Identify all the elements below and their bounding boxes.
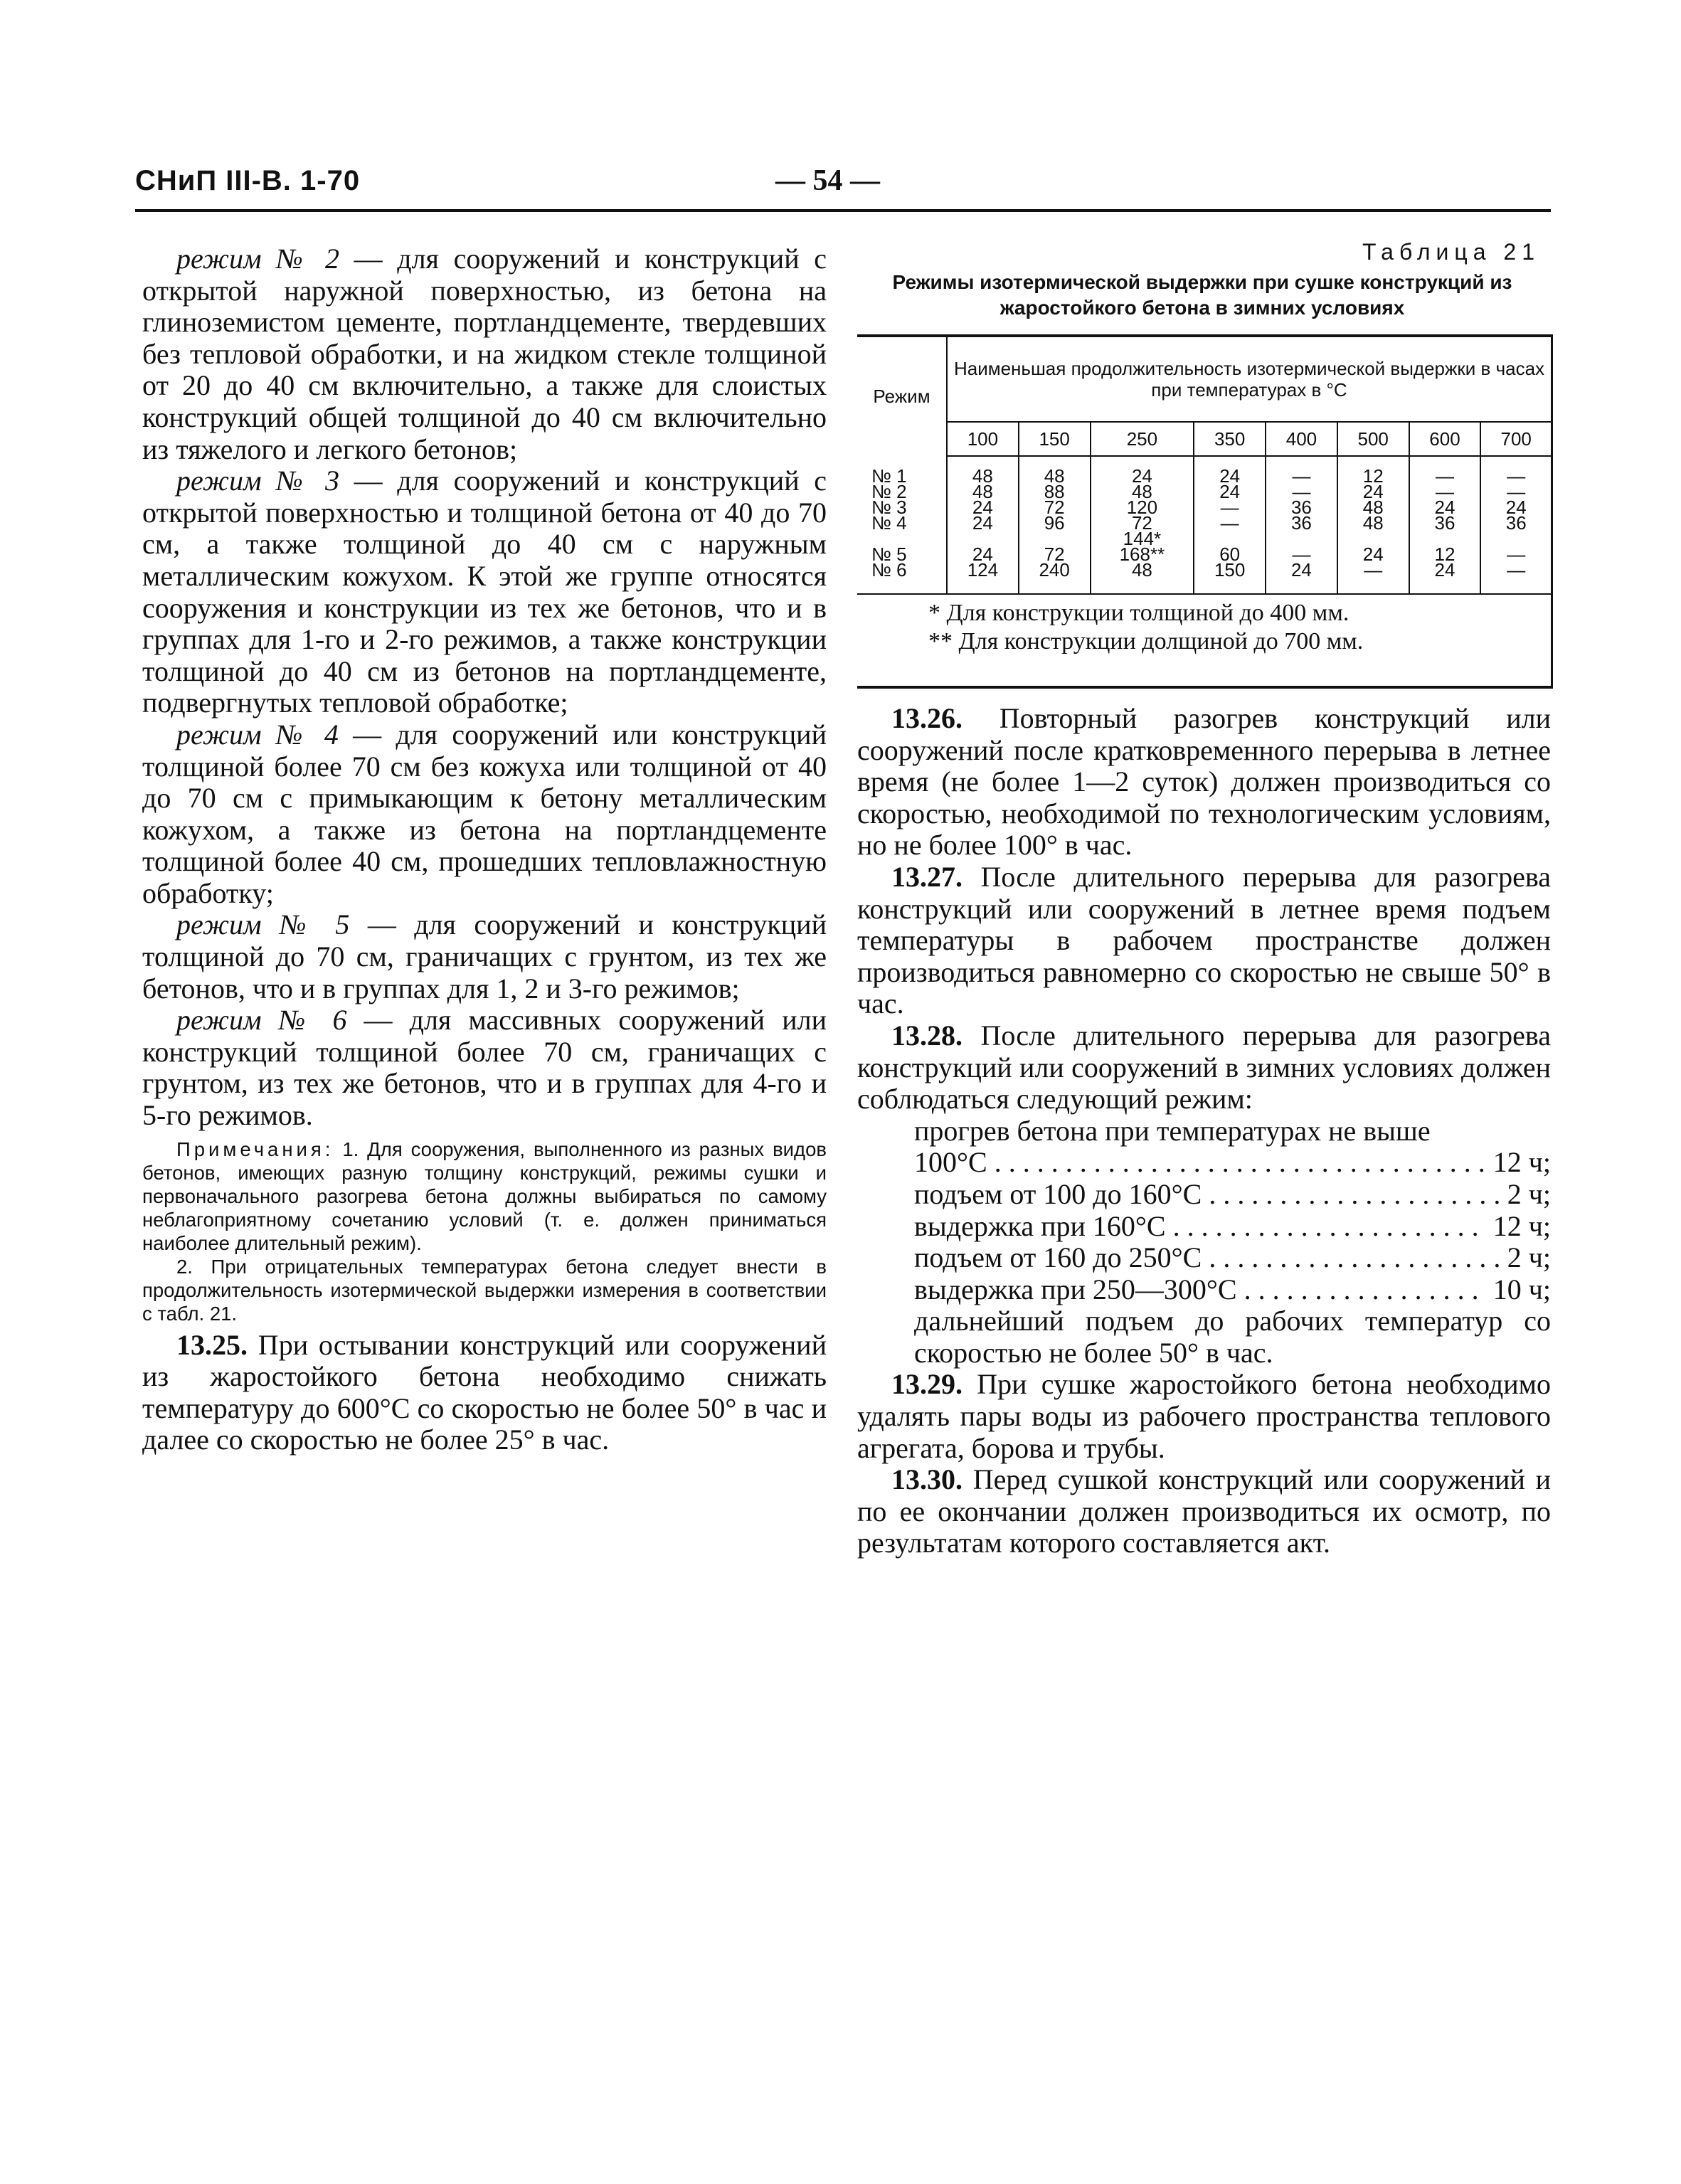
- table-cell: 240: [1019, 562, 1091, 578]
- section-number: 13.29.: [891, 1368, 963, 1401]
- note-text: 1. Для сооружения, выполненного из разных видов бетонов, имеющих разную толщину конструкций, режимы сушки и первоначального разогрева бетона должны выбираться по самому неблагоприятному сочетанию условий (т. е. должен приниматься наиболее длительный режим).: [142, 1138, 827, 1254]
- drying-regime-table: [857, 334, 1553, 689]
- paragraph-text: — для сооружений и конструкций толщиной до 70 см, граничащих с грунтом, из тех же бетонов, что и в группах для 1, 2 и 3-го режимов;: [142, 908, 827, 1004]
- paragraph-text: — для массивных сооружений или конструкций толщиной более 70 см, граничащих с грунтом, из тех же бетонов, что и в группах для 4-го и 5-го режимов.: [142, 1004, 827, 1132]
- paragraph-13-25: [142, 1330, 827, 1456]
- table-cell: 36: [1266, 499, 1337, 515]
- table-title: Режимы изотермической выдержки при сушке конструкций из жаростойкого бетона в зимних условиях: [892, 271, 1512, 319]
- paragraph-13-30: [857, 1464, 1551, 1559]
- regime-final: дальнейший подъем до рабочих температур со скоростью не более 50° в час.: [914, 1305, 1551, 1369]
- table-cell: 24: [1194, 468, 1266, 484]
- paragraph-regime-4: [142, 719, 827, 910]
- table-cell: —: [1337, 562, 1409, 578]
- table-cell: 72: [1091, 515, 1194, 531]
- regime-step-label: 100°С . . .: [914, 1147, 1486, 1179]
- table-cell: 48: [1091, 484, 1194, 499]
- table-cell: —: [1507, 481, 1526, 502]
- table-cell: 168**: [1091, 546, 1194, 562]
- table-cell: 48: [1019, 468, 1091, 484]
- table-cell: 48: [1337, 515, 1409, 531]
- table-cell: 124: [947, 562, 1019, 578]
- paragraph-regime-2: [142, 243, 827, 465]
- regime-label: режим № 3: [176, 465, 340, 497]
- table-cell: 48: [947, 468, 1019, 484]
- regime-step: [914, 1211, 1551, 1243]
- regime-step-label: выдержка при 250—300°С . . .: [914, 1274, 1486, 1306]
- heating-regime-list: [857, 1115, 1551, 1369]
- table-cell: 60: [1194, 546, 1266, 562]
- table-cell: 150: [1194, 562, 1266, 578]
- document-code: СНиП III-В. 1-70: [135, 165, 361, 196]
- section-number: 13.30.: [891, 1463, 963, 1496]
- table-cell: 96: [1019, 515, 1091, 531]
- regime-step-value: 2 ч;: [1507, 1177, 1551, 1210]
- table-number: Таблица 21: [1362, 239, 1540, 265]
- regime-step: [914, 1147, 1551, 1179]
- paragraph-text: — для сооружений и конструкций с открытой наружной поверхностью, из бетона на глиноземистом цементе, портландцементе, твердевших без тепловой обработки, и на жидком стекле толщиной от 20 до 40 см включительно, а также для слоистых конструкций общей толщиной до 40 см включительно из тяжелого и легкого бетонов;: [142, 243, 827, 465]
- table-cell: 36: [1505, 512, 1527, 534]
- regime-label: режим № 5: [176, 908, 350, 941]
- table-cell: 72: [1019, 546, 1091, 562]
- table-cell: —: [1507, 559, 1526, 581]
- table-cell: —: [1266, 484, 1337, 499]
- paragraph-text: После длительного перерыва для разогрева конструкций или сооружений в зимних условиях должен соблюдаться следующий режим:: [857, 1019, 1551, 1115]
- footnote-1: * Для конструкции толщиной до 400 мм.: [928, 600, 1349, 626]
- table-caption: [850, 239, 1554, 321]
- table-cell: 48: [1091, 562, 1194, 578]
- row-mode-cell: № 6: [857, 562, 947, 578]
- paragraph-13-26: [857, 703, 1551, 862]
- section-number: 13.27.: [891, 860, 963, 893]
- table-cell: —: [1409, 484, 1481, 499]
- footnote-2: ** Для конструкции долщиной до 700 мм.: [928, 628, 1364, 654]
- regime-step-label: подъем от 160 до 250°С . . .: [914, 1242, 1500, 1274]
- column-header-mode: Режим: [857, 337, 947, 456]
- regime-label: режим № 6: [176, 1004, 347, 1037]
- column-header-temp: 700: [1480, 422, 1551, 456]
- section-number: 13.25.: [176, 1328, 248, 1361]
- table-cell: 48: [947, 484, 1019, 499]
- paragraph-regime-6: [142, 1004, 827, 1131]
- table-cell: —: [1266, 546, 1337, 562]
- table-cell: 24: [1194, 484, 1266, 499]
- column-header-temp: 350: [1194, 422, 1266, 456]
- table-cell: —: [1194, 499, 1266, 515]
- paragraph-text: — для сооружений и конструкций с открытой поверхностью и толщиной бетона от 40 до 70 см, а также толщиной до 40 см с наружным металлическим кожухом. К этой же группе относятся сооружения и конструкции из тех же бетонов, что и в группах для 1-го и 2-го режимов, а также конструкции толщиной до 40 см из бетонов на портландцементе, подвергнутых тепловой обработке;: [142, 465, 827, 719]
- table-cell: 24: [947, 515, 1019, 531]
- note-1: [142, 1138, 827, 1255]
- right-column: [857, 703, 1551, 1559]
- row-mode-cell: № 4: [857, 515, 947, 531]
- paragraph-text: При остывании конструкций или сооружений из жаростойкого бетона необходимо снижать температуру до 600°С со скоростью не более 50° в час и далее со скоростью не более 25° в час.: [142, 1328, 827, 1456]
- row-mode-cell: № 3: [857, 499, 947, 515]
- paragraph-regime-5: [142, 909, 827, 1004]
- table-cell: 88: [1019, 484, 1091, 499]
- regime-step: [914, 1179, 1551, 1211]
- regime-label: режим № 2: [176, 243, 340, 275]
- regime-step-value: 12 ч;: [1492, 1146, 1551, 1179]
- regime-step-label: подъем от 100 до 160°С . . .: [914, 1179, 1500, 1211]
- table-cell: —: [1507, 544, 1526, 565]
- table-cell: —: [1194, 515, 1266, 531]
- table-cell: 12: [1409, 546, 1481, 562]
- paragraph-text: При сушке жаростойкого бетона необходимо удалять пары воды из рабочего пространства теплового агрегата, борова и трубы.: [857, 1368, 1551, 1464]
- table-cell: 36: [1266, 515, 1337, 531]
- regime-label: режим № 4: [176, 718, 339, 751]
- table-row: [857, 515, 1551, 531]
- row-mode-cell: № 1: [857, 468, 947, 484]
- column-header-temp: 500: [1337, 422, 1409, 456]
- table-cell: 36: [1409, 515, 1481, 531]
- table-cell: 24: [1505, 497, 1527, 518]
- column-header-group: Наименьшая продолжительность изотермической выдержки в часах при температурах в °С: [947, 337, 1551, 422]
- row-mode-cell: № 5: [857, 546, 947, 562]
- regime-step-value: 12 ч;: [1492, 1209, 1551, 1242]
- paragraph-13-27: [857, 862, 1551, 1020]
- section-number: 13.28.: [891, 1019, 963, 1051]
- note-2: 2. При отрицательных температурах бетона следует внести в продолжительность изотермической выдержки измерения в соответствии с табл. 21.: [142, 1255, 827, 1325]
- paragraph-text: После длительного перерыва для разогрева конструкций или сооружений в летнее время подъем температуры в рабочем пространстве должен производиться равномерно со скоростью не свыше 50° в час.: [857, 860, 1551, 1020]
- table-cell: 24: [1337, 546, 1409, 562]
- paragraph-regime-3: [142, 465, 827, 719]
- table-cell: 144*: [1091, 531, 1194, 546]
- row-mode-cell: № 2: [857, 484, 947, 499]
- table-cell: 24: [947, 499, 1019, 515]
- header-rule: [135, 209, 1551, 212]
- table-cell: 120: [1091, 499, 1194, 515]
- regime-intro: прогрев бетона при температурах не выше: [914, 1114, 1431, 1147]
- column-header-temp: 100: [947, 422, 1019, 456]
- page-number: — 54 —: [775, 164, 880, 197]
- table-row: [857, 562, 1551, 578]
- column-header-temp: 250: [1091, 422, 1194, 456]
- paragraph-text: — для сооружений или конструкций толщиной более 70 см без кожуха или толщиной от 40 до 70 см с примыкающим к бетону металлическим кожухом, а также из бетона на портландцементе толщиной более 40 см, прошедших тепловлажностную обработку;: [142, 718, 827, 909]
- table-cell: 24: [947, 546, 1019, 562]
- regime-step: [914, 1242, 1551, 1274]
- column-header-temp: 150: [1019, 422, 1091, 456]
- paragraph-text: Повторный разогрев конструкций или сооружений после кратковременного перерыва в летнее время (не более 1—2 суток) должен производиться со скоростью, необходимой по технологическим условиям, но не более 100° в час.: [857, 702, 1551, 862]
- table-footnotes: [857, 594, 1551, 662]
- table-cell: 24: [1266, 562, 1337, 578]
- column-header-temp: 600: [1409, 422, 1481, 456]
- paragraph-13-28: [857, 1020, 1551, 1115]
- table-cell: 72: [1019, 499, 1091, 515]
- left-column: [142, 243, 827, 1456]
- column-header-temp: 400: [1266, 422, 1337, 456]
- notes-label: Примечания:: [176, 1138, 334, 1160]
- regime-step-label: выдержка при 160°С . . .: [914, 1211, 1486, 1243]
- table-cell: 24: [1091, 468, 1194, 484]
- paragraph-text: Перед сушкой конструкций или сооружений и по ее окончании должен производиться их осмотр, по результатам которого составляется акт.: [857, 1463, 1551, 1559]
- section-number: 13.26.: [891, 702, 963, 734]
- temperature-header-row: [857, 422, 1551, 456]
- paragraph-13-29: [857, 1369, 1551, 1464]
- regime-step-value: 10 ч;: [1492, 1273, 1551, 1305]
- table-cell: 24: [1409, 562, 1481, 578]
- table-cell: 24: [1409, 499, 1481, 515]
- table-cell: —: [1507, 465, 1526, 487]
- table-cell: 12: [1337, 468, 1409, 484]
- regime-step: [914, 1274, 1551, 1306]
- regime-step-value: 2 ч;: [1507, 1241, 1551, 1274]
- table-cell: 48: [1337, 499, 1409, 515]
- table-cell: 24: [1337, 484, 1409, 499]
- notes-block: [142, 1138, 827, 1325]
- table-cell: —: [1409, 468, 1481, 484]
- table-cell: —: [1266, 468, 1337, 484]
